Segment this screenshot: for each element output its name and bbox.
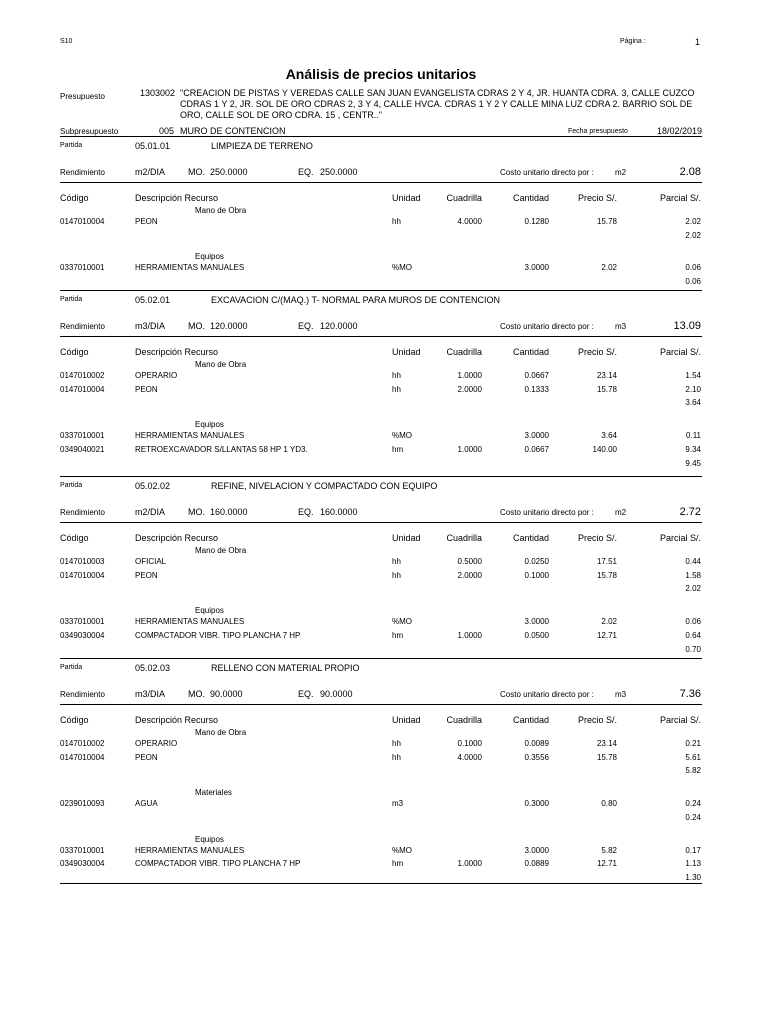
resource-description: RETROEXCAVADOR S/LLANTAS 58 HP 1 YD3. (135, 444, 308, 454)
group-heading: Equipos (195, 606, 224, 616)
resource-description: HERRAMIENTAS MANUALES (135, 845, 245, 855)
partida-separator (60, 658, 702, 659)
costo-unit: m2 (615, 508, 627, 517)
resource-parcial: 0.21 (685, 739, 701, 748)
partida-separator (60, 290, 702, 291)
rendimiento-unit: m3/DIA (135, 321, 166, 331)
resource-code: 0147010002 (60, 371, 105, 380)
resource-description: PEON (135, 217, 158, 226)
col-parcial: Parcial S/. (659, 193, 701, 203)
eq-label: EQ. (298, 321, 314, 331)
eq-value: 250.0000 (320, 167, 358, 177)
resource-unit: %MO (392, 263, 412, 273)
col-descripcion: Descripción Recurso (135, 193, 219, 203)
col-precio: Precio S/. (577, 715, 617, 725)
mo-label: MO. (188, 507, 205, 517)
col-parcial: Parcial S/. (659, 715, 701, 725)
costo-label: Costo unitario directo por : (500, 322, 594, 331)
col-descripcion: Descripción Recurso (135, 715, 219, 725)
resource-cantidad: 0.0250 (524, 557, 549, 566)
rendimiento-label: Rendimiento (60, 508, 105, 517)
resource-cuadrilla: 4.0000 (457, 752, 482, 762)
col-parcial: Parcial S/. (659, 533, 701, 543)
resource-unit: hh (392, 752, 401, 762)
col-cuadrilla: Cuadrilla (446, 193, 482, 203)
costo-unit: m3 (615, 690, 627, 699)
resource-cantidad: 0.0667 (524, 371, 549, 380)
resource-parcial: 0.06 (685, 617, 701, 627)
resource-precio: 140.00 (592, 444, 617, 454)
resource-code: 0239010093 (60, 799, 105, 809)
col-descripcion: Descripción Recurso (135, 533, 219, 543)
resource-unit: hh (392, 371, 401, 380)
costo-label: Costo unitario directo por : (500, 168, 594, 177)
mo-value: 160.0000 (210, 507, 248, 517)
col-descripcion: Descripción Recurso (135, 347, 219, 357)
group-heading: Mano de Obra (195, 360, 247, 369)
group-subtotal: 2.02 (685, 230, 701, 240)
resource-parcial: 0.17 (685, 845, 701, 855)
group-subtotal: 9.45 (685, 458, 701, 468)
resource-cantidad: 0.1333 (524, 384, 549, 394)
resource-unit: m3 (392, 799, 404, 809)
mo-label: MO. (188, 321, 205, 331)
resource-cuadrilla: 1.0000 (457, 444, 482, 454)
partida-code: 05.02.01 (135, 295, 171, 305)
col-codigo: Código (60, 193, 89, 203)
rendimiento-unit: m3/DIA (135, 689, 166, 699)
col-cuadrilla: Cuadrilla (446, 533, 482, 543)
partida-code: 05.02.03 (135, 663, 171, 673)
group-subtotal: 0.24 (685, 812, 701, 822)
resource-unit: hh (392, 557, 401, 566)
resource-code: 0337010001 (60, 617, 105, 627)
resource-unit: hm (392, 444, 404, 454)
eq-label: EQ. (298, 689, 314, 699)
group-heading: Materiales (195, 788, 232, 798)
rendimiento-label: Rendimiento (60, 168, 105, 177)
eq-value: 120.0000 (320, 321, 358, 331)
resource-precio: 3.64 (601, 431, 617, 441)
presupuesto-description: "CREACION DE PISTAS Y VEREDAS CALLE SAN JUAN EVANGELISTA CDRAS 2 Y 4, JR. HUANTA CDRA. 3, CALLE CUZCO CDRAS 1 Y 2, JR. SOL DE ORO CDRAS 2, 3 Y 4, CALLE HVCA. CDRAS 1 Y 2 Y CALLE MINA LUZ CDRA 2. BARRIO SOL DE ORO, CALLE SOL DE ORO CDRA. 15 , CENTR.." (180, 88, 695, 120)
group-heading: Equipos (195, 252, 224, 262)
mo-value: 250.0000 (210, 167, 248, 177)
resource-parcial: 5.61 (685, 752, 701, 762)
resource-precio: 17.51 (596, 557, 617, 566)
resource-cuadrilla: 4.0000 (457, 217, 482, 226)
resource-cantidad: 3.0000 (524, 263, 549, 273)
resource-description: PEON (135, 570, 158, 580)
resource-description: AGUA (135, 799, 158, 809)
col-precio: Precio S/. (577, 347, 617, 357)
resource-description: HERRAMIENTAS MANUALES (135, 263, 245, 273)
resource-code: 0337010001 (60, 431, 105, 441)
resource-description: OFICIAL (135, 557, 167, 566)
resource-precio: 2.02 (601, 263, 617, 273)
partida-label: Partida (60, 296, 83, 303)
costo-label: Costo unitario directo por : (500, 690, 594, 699)
resource-description: HERRAMIENTAS MANUALES (135, 431, 245, 441)
resource-parcial: 1.58 (685, 570, 701, 580)
col-unidad: Unidad (392, 193, 421, 203)
resource-cuadrilla: 0.5000 (457, 557, 482, 566)
partida-code: 05.01.01 (135, 141, 171, 151)
col-parcial: Parcial S/. (659, 347, 701, 357)
col-cantidad: Cantidad (512, 533, 549, 543)
costo-value: 13.09 (673, 320, 701, 332)
col-codigo: Código (60, 715, 89, 725)
resource-cantidad: 0.0667 (524, 444, 549, 454)
resource-precio: 5.82 (601, 845, 617, 855)
col-codigo: Código (60, 347, 89, 357)
col-unidad: Unidad (392, 533, 421, 543)
costo-value: 7.36 (679, 688, 701, 700)
partida-label: Partida (60, 482, 83, 489)
rendimiento-label: Rendimiento (60, 690, 105, 699)
partida-name: REFINE, NIVELACION Y COMPACTADO CON EQUIPO (211, 481, 438, 491)
resource-cantidad: 0.1280 (524, 217, 549, 226)
resource-precio: 0.80 (601, 799, 617, 809)
resource-parcial: 0.24 (685, 799, 701, 809)
resource-cantidad: 0.3556 (524, 752, 549, 762)
col-cuadrilla: Cuadrilla (446, 347, 482, 357)
col-cantidad: Cantidad (512, 715, 549, 725)
rendimiento-separator (60, 704, 702, 705)
resource-parcial: 0.11 (686, 431, 701, 441)
partida-separator (60, 476, 702, 477)
group-subtotal: 1.30 (685, 872, 701, 882)
resource-description: PEON (135, 384, 158, 394)
resource-unit: %MO (392, 617, 412, 627)
partida-name: LIMPIEZA DE TERRENO (211, 141, 313, 151)
resource-parcial: 1.13 (685, 859, 701, 869)
costo-value: 2.72 (679, 506, 701, 518)
resource-code: 0337010001 (60, 845, 105, 855)
rendimiento-label: Rendimiento (60, 322, 105, 331)
eq-value: 160.0000 (320, 507, 358, 517)
mo-value: 90.0000 (210, 689, 243, 699)
page-label: Página : (620, 38, 646, 45)
closing-separator (60, 883, 702, 884)
resource-unit: %MO (392, 431, 412, 441)
group-heading: Mano de Obra (195, 206, 247, 215)
resource-precio: 15.78 (596, 752, 617, 762)
presupuesto-label: Presupuesto (60, 92, 105, 101)
resource-cuadrilla: 1.0000 (457, 371, 482, 380)
resource-parcial: 2.02 (685, 217, 701, 226)
group-heading: Equipos (195, 420, 224, 430)
resource-parcial: 2.10 (685, 384, 701, 394)
rendimiento-separator (60, 182, 702, 183)
mo-label: MO. (188, 167, 205, 177)
resource-cantidad: 0.3000 (524, 799, 549, 809)
subpresupuesto-label: Subpresupuesto (60, 127, 119, 136)
resource-cantidad: 3.0000 (524, 617, 549, 627)
col-unidad: Unidad (392, 347, 421, 357)
resource-description: COMPACTADOR VIBR. TIPO PLANCHA 7 HP (135, 630, 301, 640)
group-subtotal: 0.06 (685, 277, 701, 287)
resource-precio: 2.02 (601, 617, 617, 627)
resource-code: 0147010004 (60, 752, 105, 762)
partida-name: EXCAVACION C/(MAQ.) T- NORMAL PARA MUROS DE CONTENCION (211, 295, 501, 305)
resource-code: 0147010002 (60, 739, 105, 748)
resource-code: 0147010003 (60, 557, 105, 566)
partida-label: Partida (60, 664, 83, 671)
resource-precio: 15.78 (596, 217, 617, 226)
group-heading: Equipos (195, 834, 224, 844)
resource-unit: hm (392, 630, 404, 640)
resource-cantidad: 0.0089 (524, 739, 549, 748)
col-precio: Precio S/. (577, 193, 617, 203)
resource-precio: 12.71 (596, 630, 617, 640)
eq-value: 90.0000 (320, 689, 353, 699)
subpresupuesto-code: 005 (159, 126, 175, 136)
group-heading: Mano de Obra (195, 728, 247, 737)
resource-description: COMPACTADOR VIBR. TIPO PLANCHA 7 HP (135, 859, 301, 869)
resource-description: HERRAMIENTAS MANUALES (135, 617, 245, 627)
resource-code: 0349030004 (60, 859, 105, 869)
resource-code: 0147010004 (60, 384, 105, 394)
report-code: S10 (60, 38, 73, 45)
costo-label: Costo unitario directo por : (500, 508, 594, 517)
resource-unit: hh (392, 739, 401, 748)
resource-cuadrilla: 1.0000 (457, 859, 482, 869)
fecha-value: 18/02/2019 (656, 126, 702, 136)
mo-value: 120.0000 (210, 321, 248, 331)
resource-parcial: 0.06 (685, 263, 701, 273)
resource-description: OPERARIO (135, 739, 178, 748)
resource-cuadrilla: 0.1000 (457, 739, 482, 748)
presupuesto-code: 1303002 (140, 88, 176, 98)
resource-code: 0337010001 (60, 263, 105, 273)
partida-name: RELLENO CON MATERIAL PROPIO (211, 663, 360, 673)
partida-separator (60, 136, 702, 137)
costo-unit: m3 (615, 322, 627, 331)
rendimiento-unit: m2/DIA (135, 507, 166, 517)
resource-description: PEON (135, 752, 158, 762)
resource-precio: 23.14 (596, 371, 617, 380)
resource-precio: 15.78 (596, 570, 617, 580)
rendimiento-separator (60, 336, 702, 337)
resource-unit: hh (392, 570, 401, 580)
col-precio: Precio S/. (577, 533, 617, 543)
resource-cuadrilla: 1.0000 (457, 630, 482, 640)
mo-label: MO. (188, 689, 205, 699)
resource-cuadrilla: 2.0000 (457, 570, 482, 580)
page-number: 1 (694, 37, 700, 47)
resource-unit: hh (392, 217, 401, 226)
subpresupuesto-description: MURO DE CONTENCION (180, 126, 286, 136)
costo-unit: m2 (615, 168, 627, 177)
resource-code: 0349040021 (60, 444, 105, 454)
eq-label: EQ. (298, 167, 314, 177)
partida-label: Partida (60, 142, 83, 149)
resource-code: 0147010004 (60, 570, 105, 580)
col-cantidad: Cantidad (512, 347, 549, 357)
resource-precio: 12.71 (596, 859, 617, 869)
resource-parcial: 0.64 (685, 630, 701, 640)
group-subtotal: 2.02 (685, 584, 701, 594)
resource-precio: 15.78 (596, 384, 617, 394)
resource-code: 0147010004 (60, 217, 105, 226)
resource-parcial: 9.34 (685, 444, 701, 454)
col-unidad: Unidad (392, 715, 421, 725)
group-subtotal: 5.82 (685, 766, 701, 776)
col-cantidad: Cantidad (512, 193, 549, 203)
resource-unit: %MO (392, 845, 412, 855)
rendimiento-separator (60, 522, 702, 523)
resource-cantidad: 3.0000 (524, 431, 549, 441)
eq-label: EQ. (298, 507, 314, 517)
resource-cantidad: 0.0500 (524, 630, 549, 640)
group-heading: Mano de Obra (195, 546, 247, 555)
resource-unit: hh (392, 384, 401, 394)
costo-value: 2.08 (679, 166, 701, 178)
fecha-label: Fecha presupuesto (568, 128, 628, 135)
page-title: Análisis de precios unitarios (285, 66, 477, 82)
resource-code: 0349030004 (60, 630, 105, 640)
resource-parcial: 1.54 (685, 371, 701, 380)
resource-cantidad: 0.0889 (524, 859, 549, 869)
resource-cuadrilla: 2.0000 (457, 384, 482, 394)
group-subtotal: 0.70 (685, 644, 701, 654)
resource-description: OPERARIO (135, 371, 178, 380)
resource-parcial: 0.44 (685, 557, 701, 566)
rendimiento-unit: m2/DIA (135, 167, 166, 177)
resource-unit: hm (392, 859, 404, 869)
partida-code: 05.02.02 (135, 481, 171, 491)
resource-cantidad: 3.0000 (524, 845, 549, 855)
resource-precio: 23.14 (596, 739, 617, 748)
col-codigo: Código (60, 533, 89, 543)
col-cuadrilla: Cuadrilla (446, 715, 482, 725)
resource-cantidad: 0.1000 (524, 570, 549, 580)
group-subtotal: 3.64 (685, 398, 701, 408)
